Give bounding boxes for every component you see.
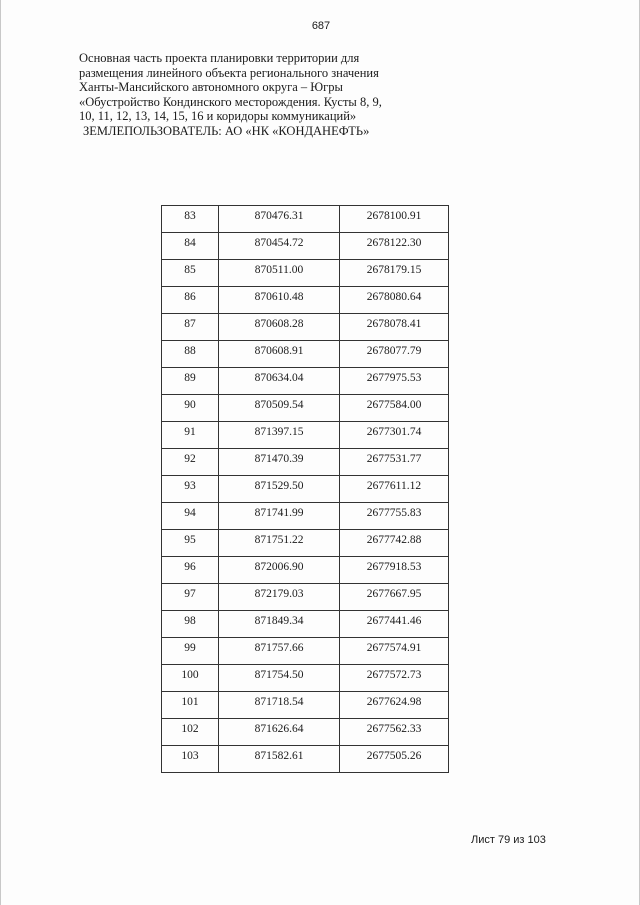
y-coordinate-cell <box>340 584 449 611</box>
table-row <box>162 314 449 341</box>
table-row <box>162 449 449 476</box>
point-number-cell <box>162 260 219 287</box>
sheet-number: Лист 79 из 103 <box>471 834 546 846</box>
point-number-cell <box>162 287 219 314</box>
table-row <box>162 746 449 773</box>
point-number-cell <box>162 584 219 611</box>
x-coordinate-cell-text: 871718.54 <box>254 696 304 708</box>
x-coordinate-cell <box>219 233 340 260</box>
point-number-cell-text: 100 <box>181 669 199 681</box>
x-coordinate-cell-text: 870608.28 <box>254 318 304 330</box>
table-row <box>162 719 449 746</box>
y-coordinate-cell <box>340 503 449 530</box>
table-row <box>162 638 449 665</box>
x-coordinate-cell-text: 871529.50 <box>254 480 304 492</box>
y-coordinate-cell-text: 2678080.64 <box>366 291 422 303</box>
y-coordinate-cell <box>340 314 449 341</box>
y-coordinate-cell <box>340 638 449 665</box>
x-coordinate-cell-text: 870454.72 <box>254 237 304 249</box>
x-coordinate-cell <box>219 557 340 584</box>
y-coordinate-cell-text: 2677975.53 <box>366 372 422 384</box>
y-coordinate-cell <box>340 665 449 692</box>
y-coordinate-cell-text: 2678078.41 <box>366 318 422 330</box>
heading-line: «Обустройство Кондинского месторождения. Кусты 8, 9, <box>79 94 382 109</box>
document-heading <box>79 51 439 138</box>
x-coordinate-cell-text: 871470.39 <box>254 453 304 465</box>
coordinates-table <box>161 205 449 773</box>
point-number-cell-text: 93 <box>184 480 196 492</box>
table-row <box>162 395 449 422</box>
y-coordinate-cell-text: 2677531.77 <box>366 453 422 465</box>
point-number-cell <box>162 503 219 530</box>
x-coordinate-cell-text: 870634.04 <box>254 372 304 384</box>
x-coordinate-cell <box>219 341 340 368</box>
y-coordinate-cell-text: 2677667.95 <box>366 588 422 600</box>
y-coordinate-cell-text: 2677572.73 <box>366 669 422 681</box>
table-row <box>162 692 449 719</box>
x-coordinate-cell-text: 871751.22 <box>254 534 304 546</box>
point-number-cell-text: 85 <box>184 264 196 276</box>
table-row <box>162 368 449 395</box>
y-coordinate-cell-text: 2677505.26 <box>366 750 422 762</box>
x-coordinate-cell-text: 870608.91 <box>254 345 304 357</box>
y-coordinate-cell-text: 2677624.98 <box>366 696 422 708</box>
x-coordinate-cell <box>219 719 340 746</box>
y-coordinate-cell-text: 2677441.46 <box>366 615 422 627</box>
y-coordinate-cell-text: 2677301.74 <box>366 426 422 438</box>
heading-line: Основная часть проекта планировки территории для <box>79 51 360 65</box>
point-number-cell-text: 87 <box>184 318 196 330</box>
x-coordinate-cell <box>219 422 340 449</box>
x-coordinate-cell <box>219 395 340 422</box>
y-coordinate-cell-text: 2677562.33 <box>366 723 422 735</box>
point-number-cell <box>162 638 219 665</box>
x-coordinate-cell-text: 870610.48 <box>254 291 304 303</box>
x-coordinate-cell <box>219 449 340 476</box>
x-coordinate-cell-text: 871754.50 <box>254 669 304 681</box>
point-number-cell <box>162 341 219 368</box>
y-coordinate-cell <box>340 368 449 395</box>
y-coordinate-cell-text: 2677755.83 <box>366 507 422 519</box>
x-coordinate-cell-text: 871849.34 <box>254 615 304 627</box>
x-coordinate-cell <box>219 368 340 395</box>
y-coordinate-cell-text: 2678179.15 <box>366 264 422 276</box>
heading-line: 10, 11, 12, 13, 14, 15, 16 и коридоры коммуникаций» <box>79 109 357 123</box>
point-number-cell-text: 95 <box>184 534 196 546</box>
x-coordinate-cell <box>219 692 340 719</box>
x-coordinate-cell <box>219 584 340 611</box>
point-number-cell <box>162 449 219 476</box>
point-number-cell-text: 92 <box>184 453 196 465</box>
table-row <box>162 422 449 449</box>
table-row <box>162 206 449 233</box>
point-number-cell <box>162 746 219 773</box>
point-number-cell-text: 83 <box>184 210 196 222</box>
point-number-cell <box>162 557 219 584</box>
table-row <box>162 557 449 584</box>
point-number-cell <box>162 530 219 557</box>
point-number-cell-text: 97 <box>184 588 196 600</box>
point-number-cell <box>162 395 219 422</box>
x-coordinate-cell <box>219 314 340 341</box>
coordinates-table-body <box>162 206 449 773</box>
heading-line-landowner: ЗЕМЛЕПОЛЬЗОВАТЕЛЬ: АО «НК «КОНДАНЕФТЬ» <box>83 123 370 138</box>
point-number-cell-text: 99 <box>184 642 196 654</box>
point-number-cell-text: 102 <box>181 723 199 735</box>
point-number-cell-text: 91 <box>184 426 196 438</box>
point-number-cell <box>162 206 219 233</box>
y-coordinate-cell <box>340 692 449 719</box>
y-coordinate-cell <box>340 206 449 233</box>
x-coordinate-cell-text: 871397.15 <box>254 426 304 438</box>
y-coordinate-cell <box>340 449 449 476</box>
y-coordinate-cell <box>340 476 449 503</box>
table-row <box>162 530 449 557</box>
x-coordinate-cell <box>219 287 340 314</box>
x-coordinate-cell-text: 870509.54 <box>254 399 304 411</box>
table-row <box>162 611 449 638</box>
heading-line: Ханты-Мансийского автономного округа – Югры <box>79 80 343 94</box>
y-coordinate-cell <box>340 719 449 746</box>
table-row <box>162 584 449 611</box>
x-coordinate-cell <box>219 503 340 530</box>
point-number-cell <box>162 422 219 449</box>
y-coordinate-cell <box>340 611 449 638</box>
y-coordinate-cell <box>340 746 449 773</box>
point-number-cell <box>162 233 219 260</box>
y-coordinate-cell <box>340 557 449 584</box>
y-coordinate-cell <box>340 287 449 314</box>
x-coordinate-cell <box>219 206 340 233</box>
x-coordinate-cell-text: 870476.31 <box>254 210 304 222</box>
x-coordinate-cell <box>219 638 340 665</box>
point-number-cell <box>162 719 219 746</box>
table-row <box>162 260 449 287</box>
y-coordinate-cell <box>340 260 449 287</box>
point-number-cell-text: 96 <box>184 561 196 573</box>
point-number-cell-text: 103 <box>181 750 199 762</box>
point-number-cell-text: 101 <box>181 696 199 708</box>
point-number-cell-text: 98 <box>184 615 196 627</box>
y-coordinate-cell <box>340 395 449 422</box>
table-row <box>162 287 449 314</box>
x-coordinate-cell <box>219 476 340 503</box>
x-coordinate-cell-text: 871582.61 <box>254 750 304 762</box>
x-coordinate-cell-text: 871741.99 <box>254 507 304 519</box>
y-coordinate-cell-text: 2677611.12 <box>366 480 422 492</box>
table-row <box>162 665 449 692</box>
x-coordinate-cell <box>219 665 340 692</box>
y-coordinate-cell-text: 2677574.91 <box>366 642 422 654</box>
page-number: 687 <box>311 20 331 32</box>
point-number-cell-text: 84 <box>184 237 196 249</box>
point-number-cell <box>162 368 219 395</box>
y-coordinate-cell <box>340 530 449 557</box>
point-number-cell <box>162 476 219 503</box>
y-coordinate-cell <box>340 233 449 260</box>
x-coordinate-cell <box>219 260 340 287</box>
table-row <box>162 476 449 503</box>
x-coordinate-cell-text: 872179.03 <box>254 588 304 600</box>
y-coordinate-cell-text: 2677584.00 <box>366 399 422 411</box>
point-number-cell-text: 86 <box>184 291 196 303</box>
y-coordinate-cell-text: 2678077.79 <box>366 345 422 357</box>
x-coordinate-cell-text: 872006.90 <box>254 561 304 573</box>
point-number-cell-text: 89 <box>184 372 196 384</box>
heading-line: размещения линейного объекта регионального значения <box>79 65 379 80</box>
point-number-cell-text: 90 <box>184 399 196 411</box>
table-row <box>162 503 449 530</box>
point-number-cell <box>162 314 219 341</box>
point-number-cell-text: 94 <box>184 507 196 519</box>
y-coordinate-cell-text: 2677918.53 <box>366 561 422 573</box>
table-row <box>162 341 449 368</box>
x-coordinate-cell <box>219 611 340 638</box>
point-number-cell <box>162 692 219 719</box>
point-number-cell-text: 88 <box>184 345 196 357</box>
x-coordinate-cell-text: 871626.64 <box>254 723 304 735</box>
y-coordinate-cell <box>340 341 449 368</box>
x-coordinate-cell-text: 871757.66 <box>254 642 304 654</box>
x-coordinate-cell <box>219 746 340 773</box>
x-coordinate-cell-text: 870511.00 <box>254 264 304 276</box>
y-coordinate-cell-text: 2678100.91 <box>366 210 422 222</box>
y-coordinate-cell-text: 2677742.88 <box>366 534 422 546</box>
y-coordinate-cell <box>340 422 449 449</box>
table-row <box>162 233 449 260</box>
x-coordinate-cell <box>219 530 340 557</box>
point-number-cell <box>162 665 219 692</box>
y-coordinate-cell-text: 2678122.30 <box>366 237 422 249</box>
point-number-cell <box>162 611 219 638</box>
